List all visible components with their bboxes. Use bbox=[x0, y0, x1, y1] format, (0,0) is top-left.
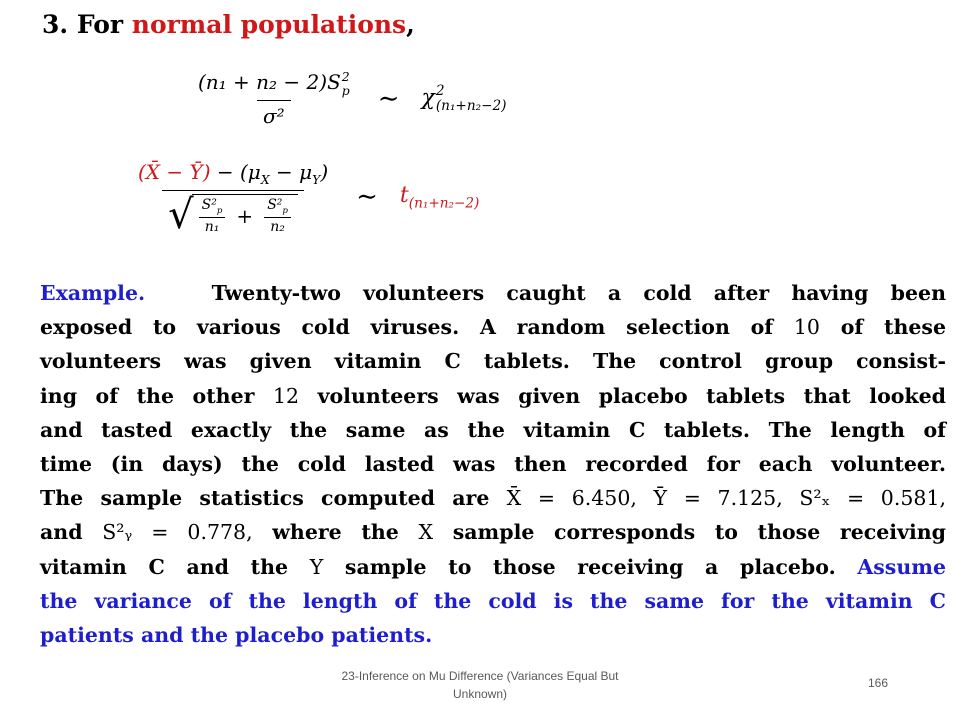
sp-over-n1: $\frac{S^2_p}{\text{n₁}}$ bbox=[196, 197, 229, 235]
chi-square-equation bbox=[192, 70, 506, 128]
section-heading bbox=[42, 10, 415, 39]
example-line-11: patients and the placebo patients. bbox=[40, 623, 433, 648]
page-number: 166 bbox=[868, 676, 889, 690]
distributed-as-symbol: ∼ bbox=[377, 83, 400, 114]
chi-square-fraction bbox=[192, 70, 356, 128]
heading-prefix: For bbox=[76, 10, 124, 39]
t-distribution: $t_{(n_1+n_2-2)}$ bbox=[399, 183, 480, 212]
chi-square-numerator: (n₁ + n₂ − 2)S 2 p bbox=[198, 69, 350, 98]
square-root-sign: √ bbox=[168, 191, 194, 238]
example-line-3: volunteers was given vitamin C tablets. The control group consist- bbox=[40, 349, 946, 374]
example-line-4: ing of the other 12 volunteers was given placebo tablets that looked bbox=[40, 383, 946, 408]
footer-title: 23-Inference on Mu Difference (Variances Equal But Unknown) bbox=[341, 669, 619, 701]
example-line-2: exposed to various cold viruses. A random selection of 10 of these bbox=[40, 315, 946, 340]
example-paragraph bbox=[40, 276, 946, 652]
t-statistic-denominator bbox=[162, 190, 304, 238]
example-line-6: time (in days) the cold lasted was then recorded for each volunteer. bbox=[40, 452, 946, 477]
example-line-10: the variance of the length of the cold is the same for the vitamin C bbox=[40, 588, 946, 613]
t-statistic-fraction bbox=[132, 160, 334, 238]
example-line-9: vitamin C and the Y sample to those receiving a placebo. Assume bbox=[40, 554, 946, 579]
t-statistic-equation bbox=[132, 160, 480, 238]
distributed-as-symbol-2: ∼ bbox=[356, 182, 378, 213]
example-label: Example. bbox=[40, 281, 146, 305]
example-line-8: and S²ᵧ = 0.778, where the X sample corresponds to those receiving bbox=[40, 520, 947, 545]
heading-highlight: normal populations bbox=[131, 10, 407, 39]
example-line-5: and tasted exactly the same as the vitamin C tablets. The length of bbox=[40, 417, 946, 442]
heading-suffix: , bbox=[406, 10, 415, 39]
heading-number: 3. bbox=[42, 10, 69, 39]
example-line-1: Example. Twenty-two volunteers caught a cold after having been bbox=[40, 281, 946, 305]
plus-sign: + bbox=[236, 203, 254, 228]
sp-over-n2: $\frac{S^2_p}{\text{n₂}}$ bbox=[261, 197, 294, 235]
chi-distribution: χ 2 (n₁+n₂−2) bbox=[421, 83, 507, 114]
t-statistic-numerator: (X̄ − Ȳ) − $(\mu_X - \mu_Y)$ bbox=[138, 160, 329, 187]
chi-square-denominator: σ² bbox=[257, 100, 291, 128]
example-line-7: The sample statistics computed are X̄ = 6.450, Ȳ = 7.125, S²ₓ = 0.581, bbox=[40, 486, 946, 511]
